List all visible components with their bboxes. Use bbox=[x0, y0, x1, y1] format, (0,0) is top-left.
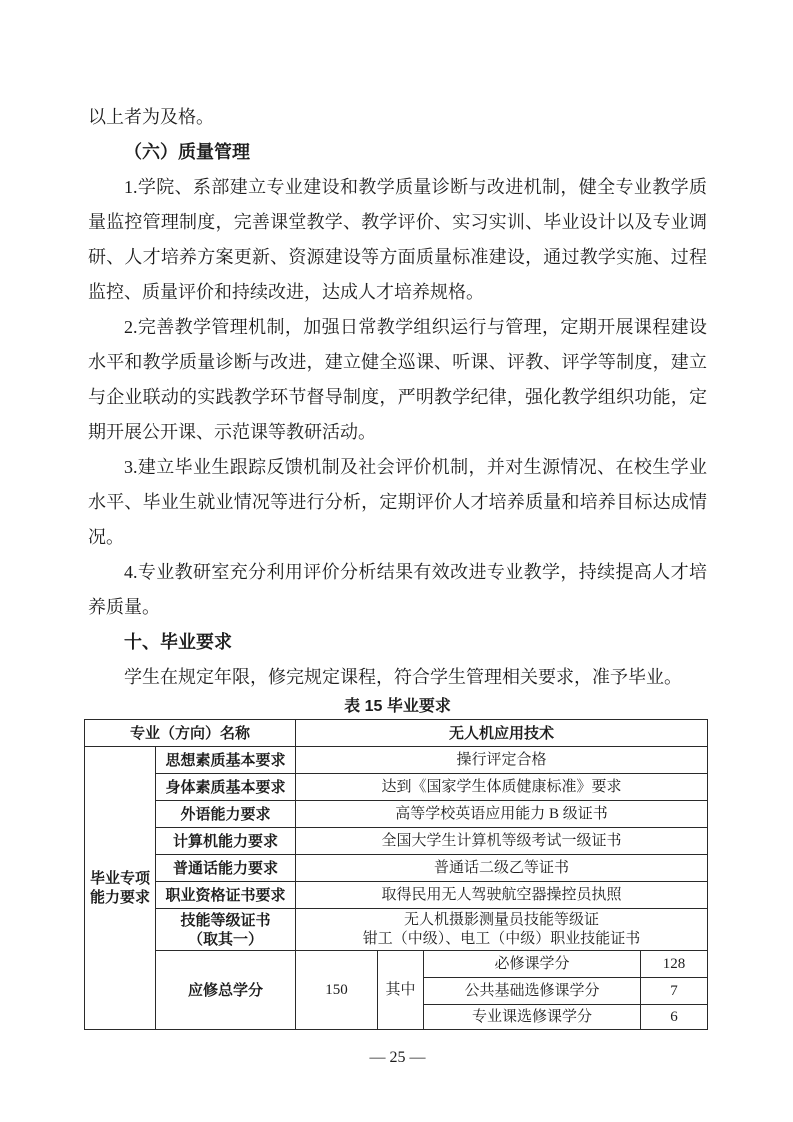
credit-item-label: 必修课学分 bbox=[424, 951, 641, 978]
credits-among-label: 其中 bbox=[378, 951, 424, 1030]
credit-item-label: 公共基础选修课学分 bbox=[424, 978, 641, 1005]
skill-certificate-row bbox=[85, 909, 708, 951]
credits-label: 应修总学分 bbox=[156, 951, 296, 1030]
credits-total: 150 bbox=[296, 951, 378, 1030]
table-row bbox=[85, 747, 708, 774]
table-row bbox=[85, 855, 708, 882]
table-header-row bbox=[85, 720, 708, 747]
requirement-label: 普通话能力要求 bbox=[156, 855, 296, 882]
header-value-cell: 无人机应用技术 bbox=[296, 720, 708, 747]
header-label-cell: 专业（方向）名称 bbox=[85, 720, 296, 747]
credit-item-label: 专业课选修课学分 bbox=[424, 1005, 641, 1030]
table-caption: 表 15 毕业要求 bbox=[344, 698, 451, 715]
section10-paragraph: 学生在规定年限，修完规定课程，符合学生管理相关要求，准予毕业。 bbox=[124, 667, 682, 687]
requirement-value: 达到《国家学生体质健康标准》要求 bbox=[296, 774, 708, 801]
requirement-label: 计算机能力要求 bbox=[156, 828, 296, 855]
table-row bbox=[85, 801, 708, 828]
body-text-block bbox=[88, 100, 707, 695]
skill-label-line1: 技能等级证书 bbox=[180, 911, 271, 929]
group-label-line2: 能力要求 bbox=[89, 889, 150, 906]
skill-certificate-value bbox=[296, 909, 708, 951]
skill-value-line1: 无人机摄影测量员技能等级证 bbox=[404, 911, 600, 928]
section6-paragraph-4: 4.专业教研室充分利用评价分析结果有效改进专业教学，持续提高人才培养质量。 bbox=[88, 562, 707, 617]
section6-paragraph-1: 1.学院、系部建立专业建设和教学质量诊断与改进机制，健全专业教学质量监控管理制度，完善课堂教学、教学评价、实习实训、毕业设计以及专业调研、人才培养方案更新、资源建设等方面质量标准建设，通过教学实施、过程监控、质量评价和持续改进，达成人才培养规格。 bbox=[88, 177, 707, 302]
credit-item-value: 6 bbox=[641, 1005, 708, 1030]
table-row bbox=[85, 882, 708, 909]
requirement-label: 思想素质基本要求 bbox=[156, 747, 296, 774]
page-number: — 25 — bbox=[369, 1049, 426, 1066]
section6-paragraph-3: 3.建立毕业生跟踪反馈机制及社会评价机制，并对生源情况、在校生学业水平、毕业生就业情况等进行分析，定期评价人才培养质量和培养目标达成情况。 bbox=[88, 457, 707, 547]
table-row bbox=[85, 774, 708, 801]
credit-item-value: 128 bbox=[641, 951, 708, 978]
skill-value-line2: 钳工（中级）、电工（中级）职业技能证书 bbox=[362, 930, 641, 947]
group-label-cell bbox=[85, 747, 156, 1030]
requirement-label: 身体素质基本要求 bbox=[156, 774, 296, 801]
section6-paragraph-2: 2.完善教学管理机制，加强日常教学组织运行与管理，定期开展课程建设水平和教学质量诊断与改进，建立健全巡课、听课、评教、评学等制度，建立与企业联动的实践教学环节督导制度，严明教学纪律，强化教学组织功能，定期开展公开课、示范课等教研活动。 bbox=[88, 317, 707, 442]
skill-certificate-label bbox=[156, 909, 296, 951]
requirement-value: 普通话二级乙等证书 bbox=[296, 855, 708, 882]
credit-item-value: 7 bbox=[641, 978, 708, 1005]
section6-heading: （六）质量管理 bbox=[124, 142, 250, 162]
requirement-value: 高等学校英语应用能力 B 级证书 bbox=[296, 801, 708, 828]
requirement-value: 取得民用无人驾驶航空器操控员执照 bbox=[296, 882, 708, 909]
table-row bbox=[85, 828, 708, 855]
group-label-line1: 毕业专项 bbox=[89, 870, 150, 887]
section10-heading: 十、毕业要求 bbox=[124, 632, 232, 652]
requirement-value: 全国大学生计算机等级考试一级证书 bbox=[296, 828, 708, 855]
requirement-label: 职业资格证书要求 bbox=[156, 882, 296, 909]
requirement-value: 操行评定合格 bbox=[296, 747, 708, 774]
graduation-requirements-table bbox=[84, 719, 708, 1030]
credits-row bbox=[85, 951, 708, 978]
skill-label-line2: （取其一） bbox=[188, 930, 264, 948]
requirement-label: 外语能力要求 bbox=[156, 801, 296, 828]
tail-paragraph: 以上者为及格。 bbox=[88, 107, 214, 127]
